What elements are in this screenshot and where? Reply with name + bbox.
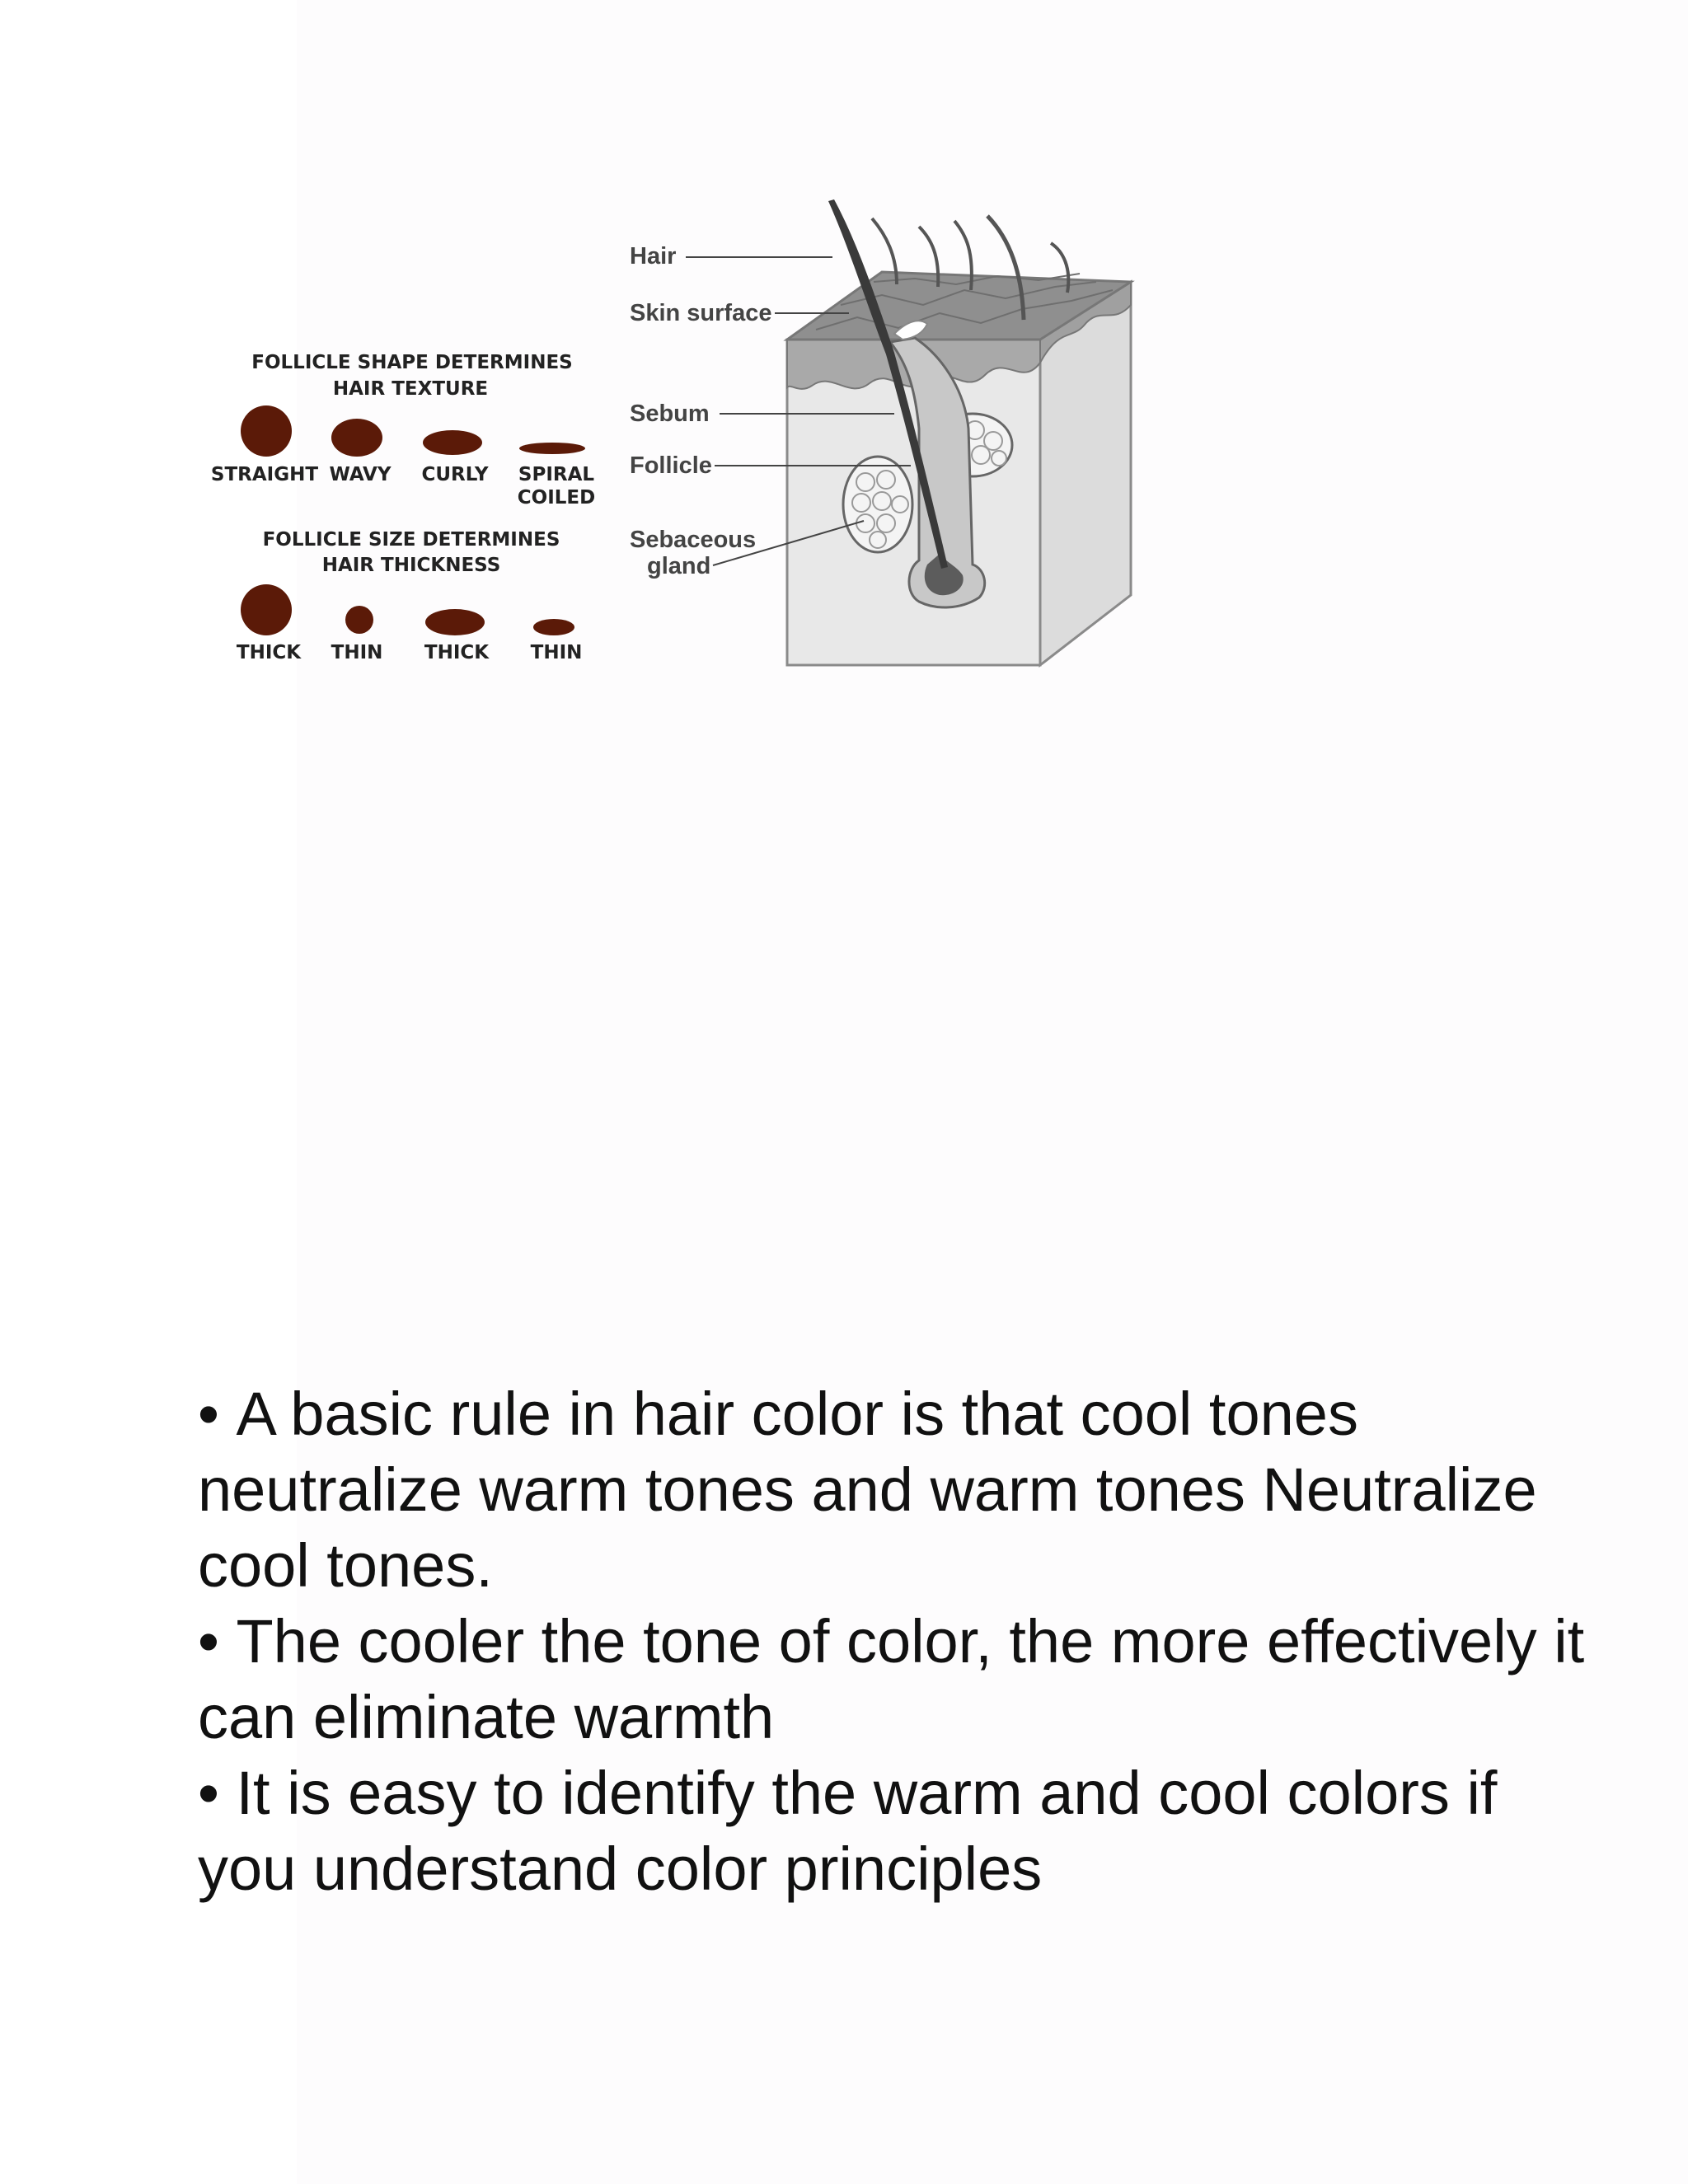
thick-oval-follicle-shape [425,609,485,635]
label-skin-surface: Skin surface [630,300,772,326]
thin-oval-follicle-shape [533,619,574,635]
bullet-item: • The cooler the tone of color, the more effectively it can eliminate warmth [198,1604,1599,1755]
size-label-thick-2: THICK [424,642,490,663]
thin-round-follicle-shape [345,606,373,634]
wavy-follicle-shape [331,419,382,457]
bullet-item: • A basic rule in hair color is that cool tones neutralize warm tones and warm tones Neutralize cool tones. [198,1376,1599,1604]
size-label-thick-1: THICK [236,642,302,663]
spiral-coiled-follicle-shape [519,443,585,454]
size-title-line1: FOLLICLE SIZE DETERMINES [262,529,560,551]
label-gland: gland [647,553,711,579]
size-label-thin-2: THIN [530,642,583,663]
shape-label-coiled: COILED [517,487,596,509]
shape-label-wavy: WAVY [329,464,392,485]
sebaceous-gland-left [843,457,912,552]
shape-label-spiral: SPIRAL [518,464,595,485]
thick-round-follicle-shape [241,584,292,635]
shape-title-line2: HAIR TEXTURE [332,378,489,400]
bullet-list [198,1376,1599,1907]
shape-title-line1: FOLLICLE SHAPE DETERMINES [251,352,573,373]
straight-follicle-shape [241,405,292,457]
skin-cross-section [787,199,1131,665]
shape-label-curly: CURLY [421,464,489,485]
label-sebum: Sebum [630,401,710,427]
shape-label-straight: STRAIGHT [210,464,319,485]
follicle-chart [211,352,595,663]
label-hair: Hair [630,243,677,269]
hair-figure [0,0,1688,742]
size-title-line2: HAIR THICKNESS [321,555,501,576]
size-label-thin-1: THIN [331,642,383,663]
label-follicle: Follicle [630,452,712,479]
label-sebaceous: Sebaceous [630,527,757,553]
curly-follicle-shape [423,430,482,455]
bullet-item: • It is easy to identify the warm and cool colors if you understand color principles [198,1755,1599,1907]
